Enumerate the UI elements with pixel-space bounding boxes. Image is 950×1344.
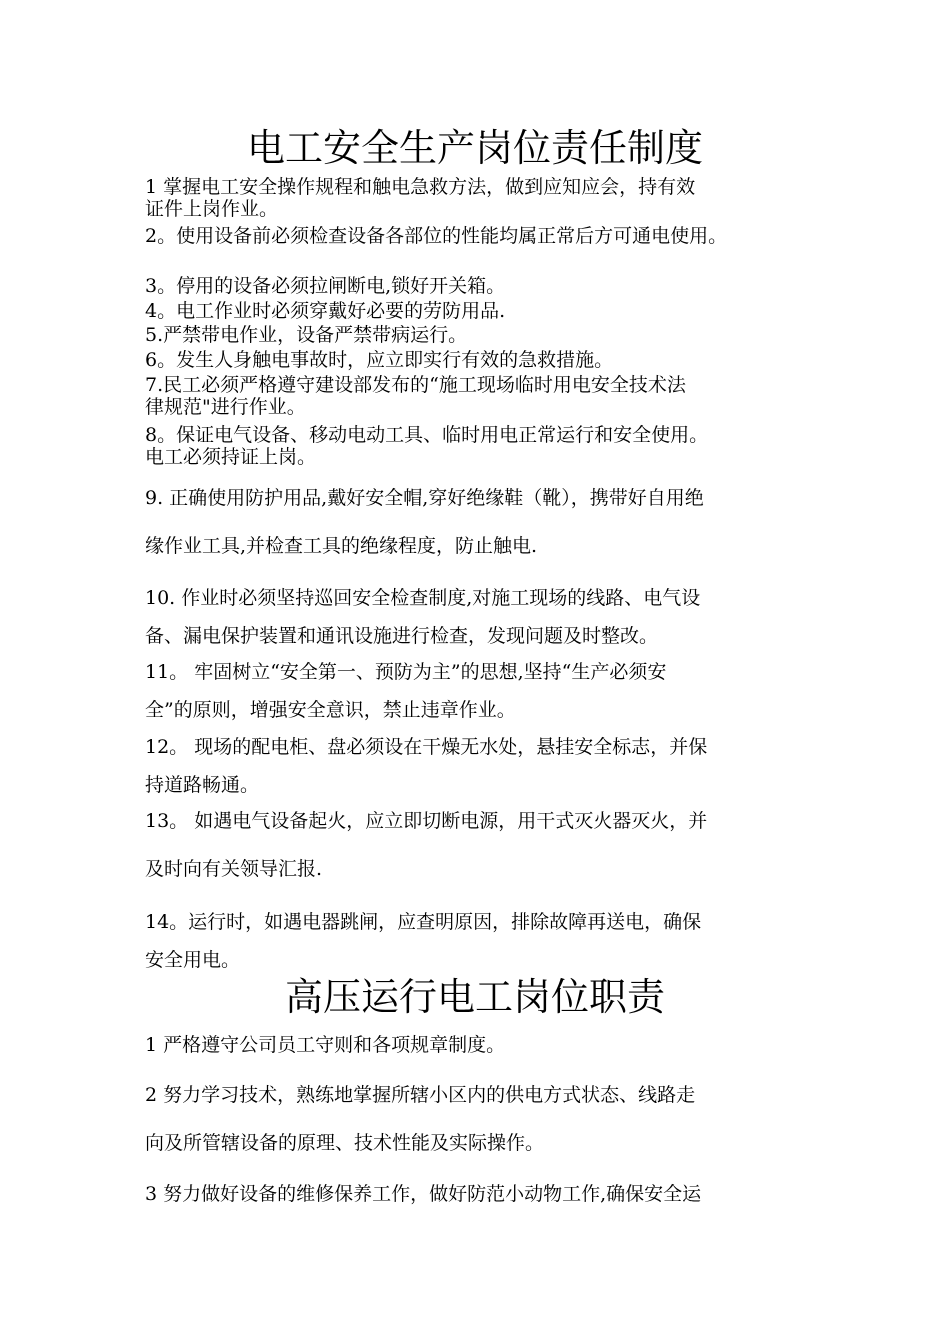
list-item	[145, 797, 835, 893]
item-line: 10. 作业时必须坚持巡回安全检查制度,对施工现场的线路、电气设	[145, 587, 701, 609]
item-line: 4。电工作业时必须穿戴好必要的劳防用品.	[145, 300, 506, 322]
item-line: 缘作业工具,并检查工具的绝缘程度，防止触电.	[145, 535, 538, 557]
item-line: 14。运行时，如遇电器跳闸，应查明原因，排除故障再送电，确保	[145, 911, 702, 933]
list-item	[145, 1021, 835, 1069]
list-item	[145, 424, 835, 468]
list-item	[145, 903, 835, 979]
item-line: 6。发生人身触电事故时，应立即实行有效的急救措施。	[145, 349, 614, 371]
list-item	[145, 728, 835, 804]
section-title: 高压运行电工岗位职责	[284, 975, 665, 1019]
item-line: 8。保证电气设备、移动电动工具、临时用电正常运行和安全使用。	[145, 424, 709, 446]
item-line: 1 掌握电工安全操作规程和触电急救方法，做到应知应会，持有效	[145, 176, 696, 198]
item-line: 律规范"进行作业。	[145, 396, 306, 418]
item-line: 全”的原则，增强安全意识，禁止违章作业。	[145, 699, 516, 721]
item-line: 7.民工必须严格遵守建设部发布的“施工现场临时用电安全技术法	[145, 374, 686, 396]
item-line: 向及所管辖设备的原理、技术性能及实际操作。	[145, 1132, 545, 1154]
item-line: 13。 如遇电气设备起火，应立即切断电源，用干式灭火器灭火，并	[145, 810, 708, 832]
item-line: 持道路畅通。	[145, 774, 260, 796]
item-line: 5.严禁带电作业，设备严禁带病运行。	[145, 324, 468, 346]
list-item	[145, 349, 835, 371]
item-line: 11。 牢固树立“安全第一、预防为主”的思想,坚持“生产必须安	[145, 661, 667, 683]
item-line: 安全用电。	[145, 949, 241, 971]
item-line: 证件上岗作业。	[145, 198, 279, 220]
list-item	[145, 275, 835, 297]
item-line: 2 努力学习技术，熟练地掌握所辖小区内的供电方式状态、线路走	[145, 1084, 696, 1106]
list-item	[145, 374, 835, 418]
list-item	[145, 300, 835, 322]
list-item	[145, 324, 835, 346]
list-item	[145, 474, 835, 570]
list-item	[145, 1170, 835, 1218]
item-line: 9. 正确使用防护用品,戴好安全帽,穿好绝缘鞋（靴），携带好自用绝	[145, 487, 704, 509]
list-item	[145, 225, 835, 247]
item-line: 3。停用的设备必须拉闸断电,锁好开关箱。	[145, 275, 506, 297]
document-title: 电工安全生产岗位责任制度	[246, 126, 703, 170]
item-line: 2。使用设备前必须检查设备各部位的性能均属正常后方可通电使用。	[145, 225, 728, 247]
item-line: 12。 现场的配电柜、盘必须设在干燥无水处，悬挂安全标志，并保	[145, 736, 708, 758]
item-line: 及时向有关领导汇报.	[145, 858, 323, 880]
item-line: 3 努力做好设备的维修保养工作，做好防范小动物工作,确保安全运	[145, 1183, 702, 1205]
item-line: 1 严格遵守公司员工守则和各项规章制度。	[145, 1034, 506, 1056]
list-item	[145, 1071, 835, 1167]
list-item	[145, 579, 835, 655]
item-line: 电工必须持证上岗。	[145, 446, 317, 468]
item-line: 备、漏电保护装置和通讯设施进行检查，发现问题及时整改。	[145, 625, 659, 647]
list-item	[145, 176, 835, 220]
list-item	[145, 653, 835, 729]
